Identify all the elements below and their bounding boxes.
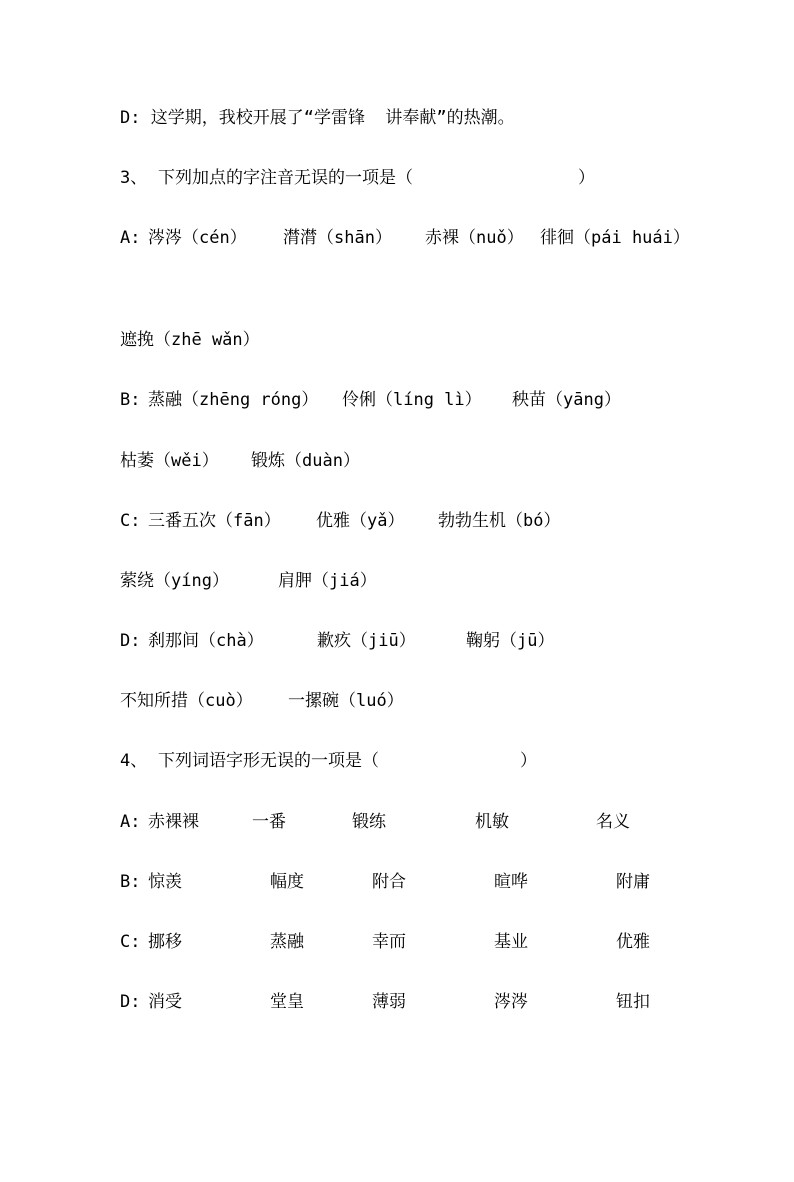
option-label: A: (120, 812, 141, 832)
option-d-sentence (120, 106, 515, 130)
word-item: 附合 (372, 872, 406, 892)
option-label: C: (120, 932, 141, 952)
word-item: 萦绕（yíng） (120, 571, 229, 591)
question-3 (120, 166, 595, 190)
word-item: 刹那间（chà） (148, 631, 264, 651)
word-item: 优雅（yǎ） (316, 511, 405, 531)
word-item: 消受 (148, 992, 182, 1012)
word-item: 三番五次（fān） (148, 511, 281, 531)
q4-option-c (120, 930, 650, 954)
answer-blank-close: ） (578, 168, 595, 188)
q4-option-d (120, 990, 650, 1014)
question-4 (120, 749, 537, 773)
question-number: 3、 (120, 168, 148, 188)
q3-option-d-row2 (120, 689, 404, 713)
word-item: 机敏 (475, 812, 509, 832)
word-item: 不知所措（cuò） (120, 691, 253, 711)
word-item: 挪移 (148, 932, 182, 952)
question-number: 4、 (120, 751, 148, 771)
sentence-text: D: 这学期，我校开展了“学雷锋 讲奉献”的热潮。 (120, 108, 515, 128)
option-label: D: (120, 631, 141, 651)
q3-option-b-row1 (120, 388, 621, 412)
q3-option-a-row1 (120, 226, 690, 250)
option-label: B: (120, 872, 141, 892)
word-item: 徘徊（pái huái） (540, 228, 690, 248)
word-item: 惊羡 (148, 872, 182, 892)
word-item: 一番 (252, 812, 286, 832)
word-item: 伶俐（líng lì） (342, 390, 482, 410)
q3-option-c-row2 (120, 569, 377, 593)
q3-option-a-row2 (120, 328, 260, 352)
word-item: 潸潸（shān） (283, 228, 392, 248)
option-label: C: (120, 511, 141, 531)
word-item: 秧苗（yāng） (512, 390, 621, 410)
q3-option-b-row2 (120, 449, 360, 473)
q4-option-a (120, 810, 630, 834)
q3-option-d-row1 (120, 629, 555, 653)
word-item: 薄弱 (372, 992, 406, 1012)
word-item: 枯萎（wěi） (120, 451, 219, 471)
word-item: 钮扣 (616, 992, 650, 1012)
word-item: 暄哗 (494, 872, 528, 892)
word-item: 鞠躬（jū） (466, 631, 555, 651)
question-stem: 下列词语字形无误的一项是（ (158, 751, 379, 771)
question-stem: 下列加点的字注音无误的一项是（ (158, 168, 413, 188)
word-item: 优雅 (616, 932, 650, 952)
word-item: 歉疚（jiū） (317, 631, 416, 651)
word-item: 基业 (494, 932, 528, 952)
word-item: 肩胛（jiá） (278, 571, 377, 591)
q3-option-c-row1 (120, 509, 561, 533)
word-item: 锻炼（duàn） (251, 451, 360, 471)
q4-option-b (120, 870, 650, 894)
word-item: 附庸 (616, 872, 650, 892)
word-item: 赤裸（nuǒ） (425, 228, 524, 248)
word-item: 涔涔 (494, 992, 528, 1012)
word-item: 幸而 (372, 932, 406, 952)
word-item: 堂皇 (270, 992, 304, 1012)
word-item: 赤裸裸 (148, 812, 199, 832)
word-item: 名义 (596, 812, 630, 832)
word-item: 勃勃生机（bó） (438, 511, 561, 531)
word-item: 一摞碗（luó） (288, 691, 404, 711)
option-label: A: (120, 228, 141, 248)
answer-blank-close: ） (520, 751, 537, 771)
word-item: 蒸融（zhēng róng） (148, 390, 319, 410)
word-item: 涔涔（cén） (148, 228, 247, 248)
word-item: 幅度 (270, 872, 304, 892)
word-item: 蒸融 (270, 932, 304, 952)
word-item: 遮挽（zhē wǎn） (120, 330, 260, 350)
word-item: 锻练 (352, 812, 386, 832)
option-label: B: (120, 390, 141, 410)
option-label: D: (120, 992, 141, 1012)
